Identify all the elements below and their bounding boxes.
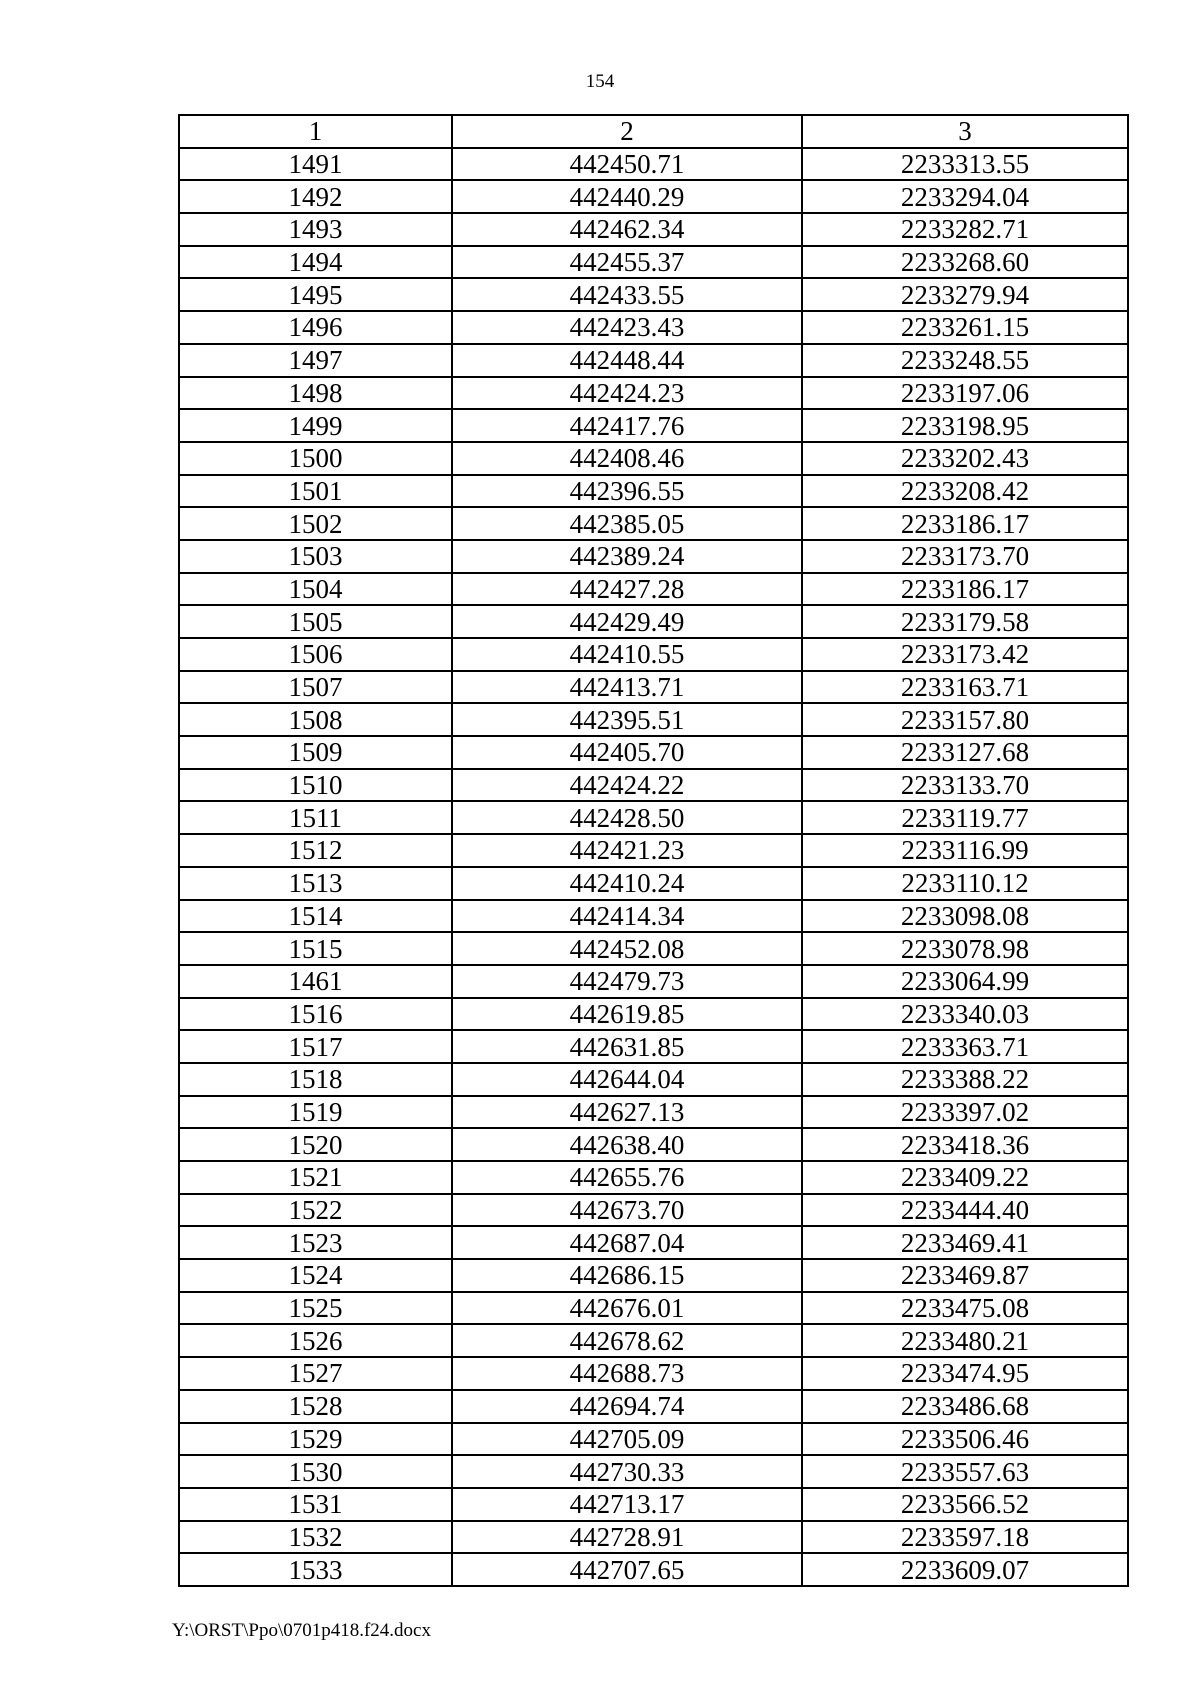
coordinates-table (178, 114, 1129, 1587)
y-coordinate-cell: 2233474.95 (802, 1357, 1128, 1390)
table-row (179, 1259, 1128, 1292)
x-coordinate-cell: 442440.29 (452, 180, 802, 213)
point-number-cell: 1520 (179, 1128, 452, 1161)
point-number-cell: 1494 (179, 246, 452, 279)
table-row (179, 1488, 1128, 1521)
table-row (179, 1194, 1128, 1227)
x-coordinate-cell: 442389.24 (452, 540, 802, 573)
table-row (179, 311, 1128, 344)
point-number-cell: 1495 (179, 278, 452, 311)
y-coordinate-cell: 2233173.42 (802, 638, 1128, 671)
y-coordinate-cell: 2233163.71 (802, 671, 1128, 704)
table-row (179, 736, 1128, 769)
table-row (179, 867, 1128, 900)
y-coordinate-cell: 2233173.70 (802, 540, 1128, 573)
point-number-cell: 1526 (179, 1324, 452, 1357)
y-coordinate-cell: 2233127.68 (802, 736, 1128, 769)
table-row (179, 1096, 1128, 1129)
x-coordinate-cell: 442428.50 (452, 801, 802, 834)
point-number-cell: 1529 (179, 1423, 452, 1456)
x-coordinate-cell: 442427.28 (452, 573, 802, 606)
x-coordinate-cell: 442676.01 (452, 1292, 802, 1325)
table-row (179, 703, 1128, 736)
x-coordinate-cell: 442417.76 (452, 409, 802, 442)
y-coordinate-cell: 2233202.43 (802, 442, 1128, 475)
y-coordinate-cell: 2233133.70 (802, 769, 1128, 802)
point-number-cell: 1533 (179, 1553, 452, 1586)
table-row (179, 1553, 1128, 1586)
page-number: 154 (585, 71, 615, 92)
x-coordinate-cell: 442423.43 (452, 311, 802, 344)
table-row (179, 1030, 1128, 1063)
column-header: 2 (452, 115, 802, 148)
point-number-cell: 1497 (179, 344, 452, 377)
footer-file-path: Y:\ORST\Ppo\0701p418.f24.docx (172, 1620, 431, 1641)
table-row (179, 442, 1128, 475)
x-coordinate-cell: 442688.73 (452, 1357, 802, 1390)
y-coordinate-cell: 2233597.18 (802, 1521, 1128, 1554)
x-coordinate-cell: 442421.23 (452, 834, 802, 867)
table-row (179, 801, 1128, 834)
y-coordinate-cell: 2233098.08 (802, 900, 1128, 933)
y-coordinate-cell: 2233557.63 (802, 1455, 1128, 1488)
point-number-cell: 1532 (179, 1521, 452, 1554)
point-number-cell: 1505 (179, 605, 452, 638)
y-coordinate-cell: 2233064.99 (802, 965, 1128, 998)
point-number-cell: 1491 (179, 148, 452, 181)
table-row (179, 409, 1128, 442)
point-number-cell: 1501 (179, 475, 452, 508)
point-number-cell: 1527 (179, 1357, 452, 1390)
x-coordinate-cell: 442713.17 (452, 1488, 802, 1521)
point-number-cell: 1507 (179, 671, 452, 704)
x-coordinate-cell: 442705.09 (452, 1423, 802, 1456)
table-row (179, 769, 1128, 802)
x-coordinate-cell: 442479.73 (452, 965, 802, 998)
point-number-cell: 1524 (179, 1259, 452, 1292)
x-coordinate-cell: 442728.91 (452, 1521, 802, 1554)
point-number-cell: 1513 (179, 867, 452, 900)
point-number-cell: 1496 (179, 311, 452, 344)
y-coordinate-cell: 2233475.08 (802, 1292, 1128, 1325)
y-coordinate-cell: 2233506.46 (802, 1423, 1128, 1456)
x-coordinate-cell: 442413.71 (452, 671, 802, 704)
table-row (179, 1390, 1128, 1423)
y-coordinate-cell: 2233486.68 (802, 1390, 1128, 1423)
table-row (179, 1357, 1128, 1390)
table-row (179, 900, 1128, 933)
table-row (179, 1226, 1128, 1259)
y-coordinate-cell: 2233609.07 (802, 1553, 1128, 1586)
y-coordinate-cell: 2233279.94 (802, 278, 1128, 311)
y-coordinate-cell: 2233294.04 (802, 180, 1128, 213)
table-row (179, 1161, 1128, 1194)
y-coordinate-cell: 2233397.02 (802, 1096, 1128, 1129)
x-coordinate-cell: 442452.08 (452, 932, 802, 965)
x-coordinate-cell: 442644.04 (452, 1063, 802, 1096)
table-row (179, 213, 1128, 246)
table-body (179, 148, 1128, 1586)
y-coordinate-cell: 2233363.71 (802, 1030, 1128, 1063)
point-number-cell: 1461 (179, 965, 452, 998)
table-row (179, 1455, 1128, 1488)
y-coordinate-cell: 2233409.22 (802, 1161, 1128, 1194)
table-row (179, 638, 1128, 671)
point-number-cell: 1498 (179, 377, 452, 410)
y-coordinate-cell: 2233469.87 (802, 1259, 1128, 1292)
y-coordinate-cell: 2233282.71 (802, 213, 1128, 246)
point-number-cell: 1519 (179, 1096, 452, 1129)
table-row (179, 377, 1128, 410)
point-number-cell: 1517 (179, 1030, 452, 1063)
point-number-cell: 1516 (179, 998, 452, 1031)
x-coordinate-cell: 442424.22 (452, 769, 802, 802)
x-coordinate-cell: 442730.33 (452, 1455, 802, 1488)
y-coordinate-cell: 2233119.77 (802, 801, 1128, 834)
x-coordinate-cell: 442450.71 (452, 148, 802, 181)
x-coordinate-cell: 442385.05 (452, 507, 802, 540)
point-number-cell: 1502 (179, 507, 452, 540)
y-coordinate-cell: 2233110.12 (802, 867, 1128, 900)
column-header: 1 (179, 115, 452, 148)
point-number-cell: 1521 (179, 1161, 452, 1194)
table-row (179, 148, 1128, 181)
y-coordinate-cell: 2233116.99 (802, 834, 1128, 867)
x-coordinate-cell: 442707.65 (452, 1553, 802, 1586)
table-row (179, 344, 1128, 377)
y-coordinate-cell: 2233480.21 (802, 1324, 1128, 1357)
x-coordinate-cell: 442694.74 (452, 1390, 802, 1423)
x-coordinate-cell: 442673.70 (452, 1194, 802, 1227)
y-coordinate-cell: 2233313.55 (802, 148, 1128, 181)
point-number-cell: 1523 (179, 1226, 452, 1259)
table-row (179, 834, 1128, 867)
table-row (179, 573, 1128, 606)
x-coordinate-cell: 442686.15 (452, 1259, 802, 1292)
x-coordinate-cell: 442631.85 (452, 1030, 802, 1063)
x-coordinate-cell: 442395.51 (452, 703, 802, 736)
point-number-cell: 1492 (179, 180, 452, 213)
point-number-cell: 1528 (179, 1390, 452, 1423)
column-header: 3 (802, 115, 1128, 148)
x-coordinate-cell: 442678.62 (452, 1324, 802, 1357)
table-row (179, 605, 1128, 638)
table-row (179, 965, 1128, 998)
x-coordinate-cell: 442408.46 (452, 442, 802, 475)
y-coordinate-cell: 2233388.22 (802, 1063, 1128, 1096)
point-number-cell: 1511 (179, 801, 452, 834)
point-number-cell: 1493 (179, 213, 452, 246)
y-coordinate-cell: 2233179.58 (802, 605, 1128, 638)
table-row (179, 932, 1128, 965)
point-number-cell: 1518 (179, 1063, 452, 1096)
y-coordinate-cell: 2233157.80 (802, 703, 1128, 736)
point-number-cell: 1515 (179, 932, 452, 965)
y-coordinate-cell: 2233469.41 (802, 1226, 1128, 1259)
x-coordinate-cell: 442433.55 (452, 278, 802, 311)
x-coordinate-cell: 442429.49 (452, 605, 802, 638)
table-row (179, 180, 1128, 213)
y-coordinate-cell: 2233566.52 (802, 1488, 1128, 1521)
table-row (179, 540, 1128, 573)
point-number-cell: 1531 (179, 1488, 452, 1521)
point-number-cell: 1499 (179, 409, 452, 442)
x-coordinate-cell: 442405.70 (452, 736, 802, 769)
point-number-cell: 1510 (179, 769, 452, 802)
x-coordinate-cell: 442455.37 (452, 246, 802, 279)
x-coordinate-cell: 442687.04 (452, 1226, 802, 1259)
table-row (179, 1521, 1128, 1554)
y-coordinate-cell: 2233198.95 (802, 409, 1128, 442)
table-row (179, 671, 1128, 704)
x-coordinate-cell: 442396.55 (452, 475, 802, 508)
x-coordinate-cell: 442414.34 (452, 900, 802, 933)
x-coordinate-cell: 442448.44 (452, 344, 802, 377)
y-coordinate-cell: 2233418.36 (802, 1128, 1128, 1161)
table-header-row (179, 115, 1128, 148)
table-row (179, 1063, 1128, 1096)
point-number-cell: 1522 (179, 1194, 452, 1227)
point-number-cell: 1506 (179, 638, 452, 671)
y-coordinate-cell: 2233208.42 (802, 475, 1128, 508)
table-row (179, 998, 1128, 1031)
y-coordinate-cell: 2233248.55 (802, 344, 1128, 377)
point-number-cell: 1508 (179, 703, 452, 736)
table-row (179, 507, 1128, 540)
y-coordinate-cell: 2233444.40 (802, 1194, 1128, 1227)
table-row (179, 1292, 1128, 1325)
x-coordinate-cell: 442638.40 (452, 1128, 802, 1161)
y-coordinate-cell: 2233197.06 (802, 377, 1128, 410)
table-row (179, 1324, 1128, 1357)
point-number-cell: 1512 (179, 834, 452, 867)
table-row (179, 1423, 1128, 1456)
x-coordinate-cell: 442410.24 (452, 867, 802, 900)
point-number-cell: 1504 (179, 573, 452, 606)
table-row (179, 1128, 1128, 1161)
table-row (179, 475, 1128, 508)
y-coordinate-cell: 2233186.17 (802, 573, 1128, 606)
x-coordinate-cell: 442619.85 (452, 998, 802, 1031)
x-coordinate-cell: 442627.13 (452, 1096, 802, 1129)
point-number-cell: 1500 (179, 442, 452, 475)
y-coordinate-cell: 2233261.15 (802, 311, 1128, 344)
point-number-cell: 1525 (179, 1292, 452, 1325)
point-number-cell: 1509 (179, 736, 452, 769)
point-number-cell: 1514 (179, 900, 452, 933)
y-coordinate-cell: 2233340.03 (802, 998, 1128, 1031)
table-row (179, 246, 1128, 279)
table-row (179, 278, 1128, 311)
y-coordinate-cell: 2233078.98 (802, 932, 1128, 965)
x-coordinate-cell: 442655.76 (452, 1161, 802, 1194)
y-coordinate-cell: 2233268.60 (802, 246, 1128, 279)
x-coordinate-cell: 442424.23 (452, 377, 802, 410)
x-coordinate-cell: 442462.34 (452, 213, 802, 246)
y-coordinate-cell: 2233186.17 (802, 507, 1128, 540)
point-number-cell: 1530 (179, 1455, 452, 1488)
x-coordinate-cell: 442410.55 (452, 638, 802, 671)
point-number-cell: 1503 (179, 540, 452, 573)
